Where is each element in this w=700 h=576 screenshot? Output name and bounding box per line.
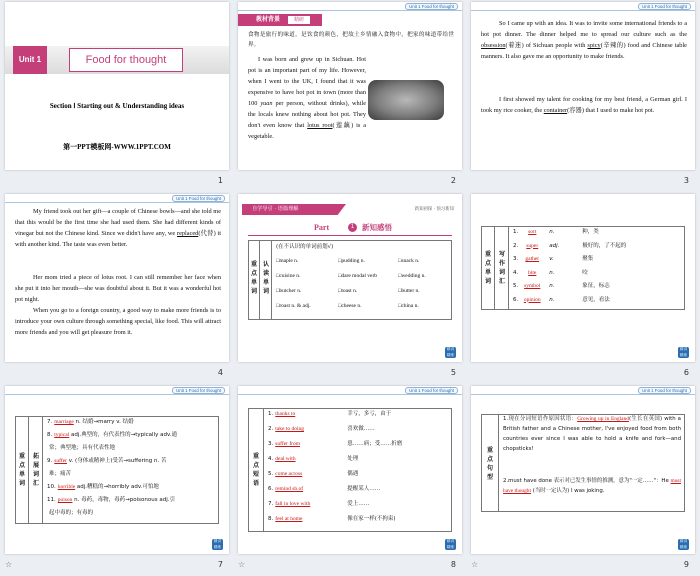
part-of-speech: n.: [549, 229, 555, 235]
part-of-speech: v.: [549, 256, 554, 262]
word-info: 常；典型地；具有代表性地: [49, 445, 116, 451]
word-checkbox-item: □butcher n.: [276, 288, 302, 294]
sentence-rule: 2.must have done 表示对已发生事情的推测，意为"一定……"：He: [503, 478, 671, 484]
meaning: 象征，标志: [582, 283, 610, 289]
vocab-spicy: spicy: [587, 42, 601, 49]
column-label-key-words: 重点单词: [250, 261, 257, 295]
vocab-gloss: (代替): [198, 230, 216, 237]
vocab-obsession: obsession: [481, 42, 506, 49]
meaning: 种，类: [582, 229, 599, 235]
unit-label: Unit 1 Food for thought: [172, 387, 225, 394]
column-label-extended-words: 拓展词汇: [32, 453, 39, 487]
answer: Growing up in England: [577, 416, 629, 422]
word-checkbox-item: □cuisine n.: [276, 273, 301, 279]
phrase-row: [268, 514, 396, 525]
brand-logo: 精讲 精练: [446, 539, 455, 549]
word-checkbox-item: □dare modal verb: [338, 273, 378, 279]
item-number: 6.: [268, 486, 274, 492]
answer: gather: [525, 256, 540, 262]
meaning: 意见，看法: [582, 296, 610, 303]
answer: super: [526, 242, 539, 249]
word-row: [47, 495, 175, 506]
word-row: [47, 508, 93, 519]
slide-thumbnail-7[interactable]: [0, 384, 233, 576]
phrase-row: [268, 424, 375, 435]
slide-8-content: [238, 386, 462, 554]
slide-9-content: [471, 386, 695, 554]
word-row: [513, 268, 588, 279]
meaning: 咬: [582, 269, 588, 276]
word-checkbox-item: □wedding n.: [398, 273, 426, 279]
item-number: 9.: [47, 458, 53, 464]
phrase-row: [268, 454, 358, 465]
answer: poison: [57, 497, 73, 503]
paragraph-3: When you go to a foreign country, a good way to make more friends is to introduce your own culture through something special, like food. This will attract more friends and you will get pleasure from it.: [15, 307, 221, 336]
answer: opinion: [523, 296, 541, 303]
brand-logo: 精讲 精练: [446, 347, 455, 357]
part-of-speech: n.: [549, 296, 555, 303]
sentence-rule: 1.现在分词短语作原因状语：: [503, 416, 578, 422]
vocab-gloss: (着迷): [505, 42, 524, 49]
text-run: (生长在英国) with a British father and a Chinese mother, I've enjoyed food from both countries ever since I was able to hold a knife and fork—and chopsticks!: [503, 416, 681, 452]
part-label: Part: [314, 223, 330, 232]
slide-header-bar: [471, 2, 695, 11]
word-row: [47, 443, 115, 454]
answer: marriage: [54, 419, 74, 425]
word-checkbox-item: □roast n. & adj.: [276, 303, 311, 309]
answer: suffer from: [275, 441, 301, 447]
word-info: 起中毒的；有毒的: [49, 510, 94, 516]
favorite-star-icon[interactable]: ☆: [471, 560, 479, 569]
slide-header-bar: [5, 194, 229, 203]
column-label-reading-words: 认读单词: [262, 261, 269, 295]
answer: fall in love with: [275, 501, 311, 507]
slide-header-bar: [238, 2, 462, 11]
word-info: n. 结婚→marry v. 结婚: [73, 419, 134, 425]
slide-number: 8: [450, 560, 456, 569]
answer: remind sb.of: [275, 486, 304, 492]
part-of-speech: n.: [549, 269, 555, 276]
item-number: 4.: [268, 456, 274, 462]
answer: horrible: [57, 484, 76, 490]
slide-6-content: [471, 194, 695, 362]
item-number: 3.: [268, 441, 274, 447]
word-checkbox-item: □cheese n.: [338, 303, 362, 309]
unit-label: Unit 1 Food for thought: [638, 387, 691, 394]
unit-label: Unit 1 Food for thought: [172, 195, 225, 202]
meaning: 处理: [347, 456, 359, 462]
meaning: 像在家一样(不拘束): [347, 516, 396, 522]
meaning: 幸亏，多亏，由于: [347, 411, 392, 417]
slide-number: 2: [450, 176, 456, 185]
answer: come across: [275, 471, 303, 477]
brand-logo: 精讲 精练: [679, 347, 688, 357]
word-row: [47, 482, 159, 493]
vocab-replaced: replaced: [176, 230, 199, 237]
slide-2-content: [238, 2, 462, 170]
answer: sort: [528, 229, 537, 235]
phrase-row: [268, 484, 380, 495]
item-number: 7.: [268, 501, 274, 507]
vocab-lotus-root: lotus root: [307, 122, 333, 129]
word-checkbox-item: □butter n.: [398, 288, 420, 294]
brand-logo: 精讲 精练: [679, 539, 688, 549]
text-run: per person, without drinks), while the locals knew nothing about hot pot. They don't even know that: [248, 100, 366, 129]
word-row: [513, 227, 599, 238]
answer: must have thought: [503, 478, 681, 494]
unit-label: Unit 1 Food for thought: [638, 3, 691, 10]
item-number: 1.: [513, 229, 519, 235]
answer: thanks to: [275, 411, 296, 417]
word-row: [513, 254, 593, 265]
answer: symbol: [524, 283, 541, 289]
word-checkbox-item: □china n.: [398, 303, 419, 309]
answer: bite: [528, 269, 537, 276]
text-run: is a vegetable.: [248, 122, 366, 140]
word-info: adj.糟糕的→horribly adv.可怕地: [75, 484, 159, 490]
slide-number: 5: [450, 368, 456, 377]
section-heading: Section Ⅰ Starting out & Understanding ideas: [49, 102, 185, 110]
slide-number: 1: [217, 176, 223, 185]
slide-header-bar: [5, 386, 229, 395]
slide-thumbnail-3[interactable]: [466, 0, 699, 192]
column-label-key-words: 重点单词: [18, 453, 25, 487]
answer: typical: [54, 432, 70, 438]
word-checkbox-item: □snack n.: [398, 258, 420, 264]
part-of-speech: n.: [549, 283, 555, 289]
column-label-key-words: 重点单词: [484, 251, 491, 285]
slide-title: Food for thought: [85, 54, 167, 66]
item-number: 2.: [513, 242, 519, 249]
sentence-1: [503, 414, 681, 454]
part-number: 1: [348, 223, 357, 232]
slide-1-content: [5, 2, 229, 170]
slide-thumbnail-2[interactable]: [233, 0, 466, 192]
paragraph-1: [481, 18, 687, 62]
slide-thumbnail-5[interactable]: [233, 192, 466, 384]
slide-number: 4: [217, 368, 223, 377]
text-run: (当时一定认为) I was joking.: [531, 488, 605, 494]
word-row: [47, 430, 177, 441]
favorite-star-icon[interactable]: ☆: [238, 560, 246, 569]
slide-thumbnail-9[interactable]: [466, 384, 699, 576]
slide-thumbnail-6[interactable]: [466, 192, 699, 384]
slide-number: 3: [683, 176, 689, 185]
text-run: food and Chinese table manners. It also gave me an opportunity to make friends.: [481, 42, 687, 60]
meaning: 患……病；受……折磨: [347, 441, 403, 447]
item-number: 8.: [47, 432, 53, 438]
meaning: 偶遇: [347, 471, 359, 477]
column-label-writing-words: 写作词汇: [498, 251, 505, 285]
item-number: 5.: [268, 471, 274, 477]
slide-thumbnail-1[interactable]: [0, 0, 233, 192]
vocab-gloss: (辛辣的): [600, 42, 626, 49]
answer: take to doing: [275, 426, 304, 432]
word-row: [47, 417, 134, 428]
vocab-gloss: (莲藕): [332, 122, 354, 129]
part-of-speech: adj.: [549, 242, 560, 249]
word-checkbox-item: □pudding n.: [338, 258, 365, 264]
word-row: [513, 281, 610, 292]
hot-pot-image: [368, 80, 444, 120]
phrase-row: [268, 409, 391, 420]
section-ribbon-label: 自学导引 · 语篇理解: [252, 206, 299, 212]
word-row: [47, 456, 166, 467]
section-subtag: 新知初探 · 预习新知: [414, 207, 454, 212]
paragraph-2: [481, 94, 687, 116]
item-number: 7.: [47, 419, 53, 425]
slide-thumbnail-4[interactable]: [0, 192, 233, 384]
paragraph-1: [248, 54, 366, 142]
phrase-row: [268, 499, 369, 510]
word-info: 难；痛苦: [49, 471, 72, 477]
text-run: that I used to make hot pot.: [583, 107, 655, 114]
word-checkbox-item: □toast n.: [338, 288, 358, 294]
column-label-key-sentences: 重点句型: [486, 447, 493, 481]
text-run: My friend took out her gift—a couple of Chinese bowls—and she told me that this would be the first time she had used them. She had different kinds of vinegar but not the Chinese kind. Since we didn't have any, we: [15, 208, 221, 237]
unit-label: Unit 1 Food for thought: [405, 387, 458, 394]
item-number: 2.: [268, 426, 274, 432]
paragraph-2: Her mom tried a piece of lotus root. I can still remember her face when she put it into her mouth—she was doubtful about it. But it was a wonderful hot pot night.: [15, 274, 221, 303]
slide-4-content: [5, 194, 229, 362]
sentence-2: [503, 476, 681, 496]
answer: feel at home: [275, 516, 303, 522]
text-run: So I came up with an idea. It was to invite some international friends to a hot pot dinner. The dinner helped me to spread our culture such as the: [481, 20, 687, 38]
brand-logo: 精讲 精练: [213, 539, 222, 549]
slide-thumbnail-8[interactable]: [233, 384, 466, 576]
word-checkbox-item: □maple n.: [276, 258, 299, 264]
word-row: [47, 469, 71, 480]
item-number: 3.: [513, 256, 519, 262]
slide-5-content: [238, 194, 462, 362]
item-number: 4.: [513, 269, 519, 276]
vocab-gloss: (容器): [567, 107, 584, 114]
word-row: [513, 241, 626, 252]
site-watermark: 第一PPT模板网-WWW.1PPT.COM: [63, 143, 171, 151]
section-tag-badge: 精研: [288, 16, 310, 24]
meaning: 爱上……: [347, 501, 370, 507]
item-number: 5.: [513, 283, 519, 289]
unit-label: Unit 1 Food for thought: [405, 3, 458, 10]
meaning: 聚集: [582, 256, 594, 262]
answer: deal with: [275, 456, 296, 462]
slide-number: 6: [683, 368, 689, 377]
text-run: I first showed my talent for cooking for my best friend, a German girl. I took my rice cooker, the: [481, 96, 687, 114]
slide-3-content: [471, 2, 695, 170]
unit-badge: Unit 1: [13, 46, 47, 74]
meaning: 喜欢做……: [347, 426, 375, 432]
item-number: 10.: [47, 484, 56, 490]
part-title: 新知感悟: [362, 223, 392, 232]
answer: suffer: [54, 458, 67, 464]
slide-number: 7: [217, 560, 223, 569]
item-number: 11.: [47, 497, 56, 503]
word-info: n. 毒药，毒物，毒药→poisonous adj.引: [72, 497, 175, 503]
text-run: of Sichuan people with: [523, 42, 588, 49]
vocab-container: container: [543, 107, 568, 114]
phrase-row: [268, 439, 402, 450]
yuan-word: yuan: [260, 100, 273, 107]
instruction: (在不认识的单词前划√): [276, 244, 334, 250]
item-number: 1.: [268, 411, 274, 417]
slide-number: 9: [683, 560, 689, 569]
item-number: 8.: [268, 516, 274, 522]
word-info: adj.典型的，有代表性的→typically adv.通: [69, 432, 178, 438]
word-info: v. (身体或精神上)受苦→suffering n. 苦: [66, 458, 167, 464]
word-row: [513, 295, 610, 306]
meaning: 极好的，了不起的: [582, 242, 627, 249]
slide-7-content: [5, 386, 229, 554]
item-number: 6.: [513, 296, 519, 303]
meaning: 提醒某人……: [347, 486, 381, 492]
section-tag: 教材背景: [256, 16, 281, 23]
column-label-key-phrases: 重点短语: [252, 453, 259, 487]
divider: [248, 235, 452, 236]
slide-header-bar: [238, 386, 462, 395]
text-run: it with another kind. The taste was even better.: [15, 230, 221, 248]
chinese-intro: 食物是旅行的味道，是饮食的颜色，把故土乡情融入食物中，把家的味道带给世界。: [248, 32, 454, 48]
phrase-row: [268, 469, 358, 480]
favorite-star-icon[interactable]: ☆: [5, 560, 13, 569]
slide-header-bar: [471, 386, 695, 395]
paragraph-1: [15, 206, 221, 250]
text-run: I was born and grew up in Sichuan. Hot pot is an important part of my life. However, when I went to the UK, I found that it was expensive to have hot pot in town (more than 100: [248, 56, 366, 107]
